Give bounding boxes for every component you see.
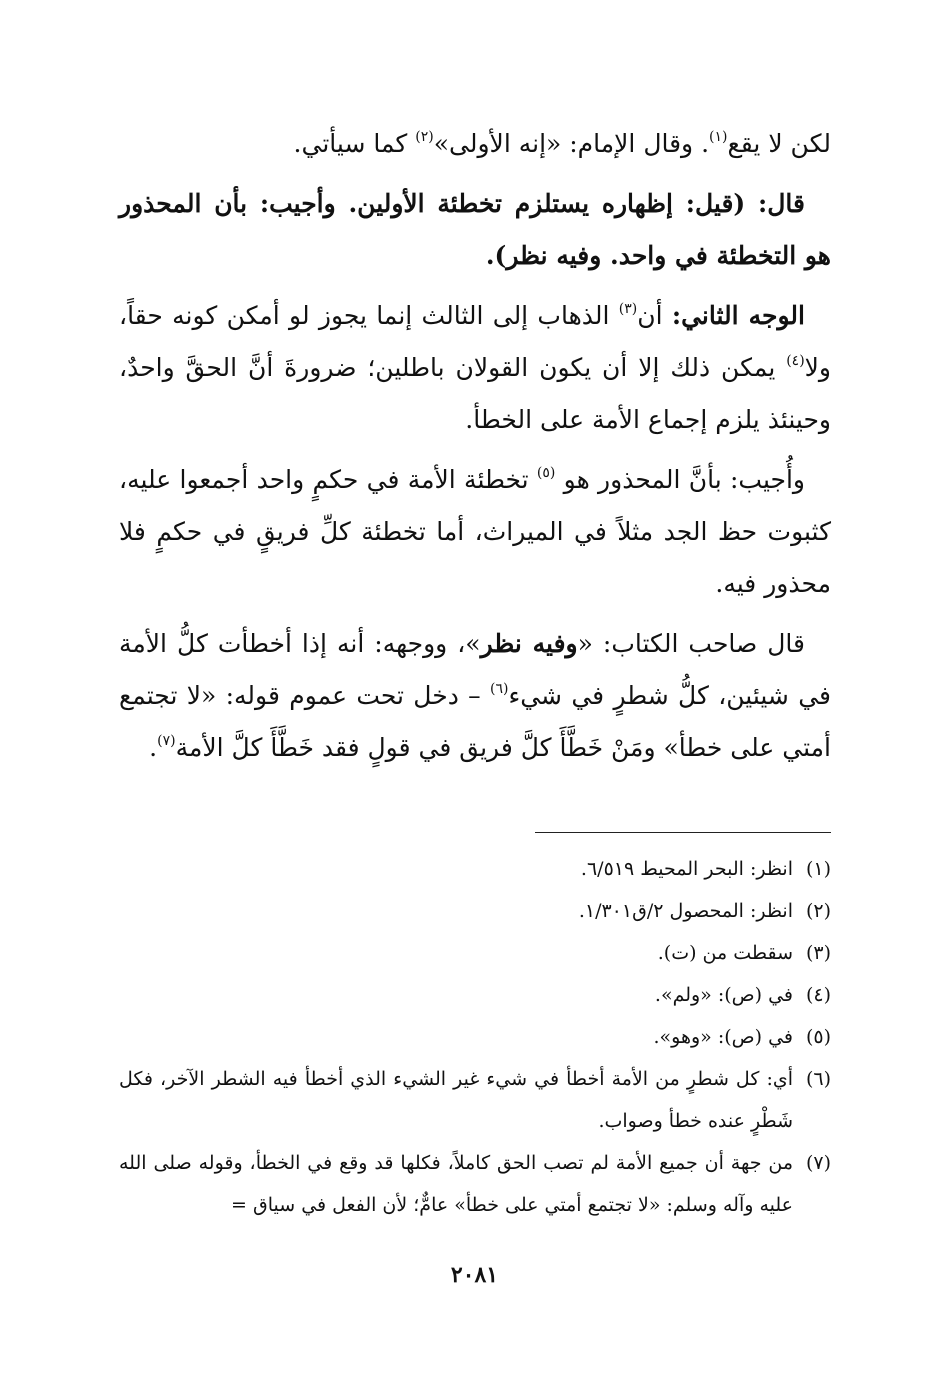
- text-run: وأُجيب: بأنَّ المحذور هو: [555, 465, 805, 494]
- text-run: يمكن ذلك إلا أن يكون القولان باطلين؛ ضرورةَ أنَّ الحقَّ واحدٌ، وحينئذ يلزم إجماع الأمة على الخطأ.: [119, 353, 831, 434]
- page-number: ٢٠٨١: [450, 1262, 499, 1288]
- paragraph-3: [119, 290, 831, 446]
- bold-quote: قال: (قيل: إظهاره يستلزم تخطئة الأولين. وأجيب: بأن المحذور هو التخطئة في واحد. وفيه نظر).: [119, 189, 831, 270]
- footnotes: [119, 848, 831, 1226]
- footnote-ref-1: (١): [709, 129, 728, 145]
- footnote-5: [119, 1016, 831, 1058]
- bold-phrase: وفيه نظر: [480, 629, 578, 658]
- footnote-text: سقطت من (ت).: [657, 942, 793, 964]
- footnote-number: (١): [805, 858, 831, 880]
- text-run: .: [149, 733, 158, 762]
- footnote-2: [119, 890, 831, 932]
- paragraph-2: [119, 178, 831, 282]
- text-run: الذهاب إلى الثالث إنما يجوز لو أمكن كونه حقاً، ولا: [119, 301, 831, 382]
- text-run: »، ووجهه: أنه إذا أخطأت كلُّ الأمة في شيئين، كلُّ شطرٍ في شيء: [119, 629, 831, 710]
- footnote-separator: [535, 832, 831, 833]
- footnote-6: [119, 1058, 831, 1142]
- text-run: . وقال الإمام: «إنه الأولى»: [433, 129, 710, 158]
- footnote-number: (٤): [805, 984, 831, 1006]
- footnote-ref-7: (٧): [157, 733, 176, 749]
- footnote-ref-5: (٥): [536, 465, 556, 481]
- footnote-number: (٥): [805, 1026, 831, 1048]
- footnote-7: [119, 1142, 831, 1226]
- text-run: لكن لا يقع: [727, 129, 831, 158]
- main-text: [119, 118, 831, 782]
- text-run: كما سيأتي.: [293, 129, 416, 158]
- footnote-number: (٧): [805, 1152, 831, 1174]
- footnote-text: انظر: البحر المحيط ٦/٥١٩.: [580, 858, 793, 880]
- footnote-number: (٣): [805, 942, 831, 964]
- text-run: أن: [637, 301, 672, 330]
- footnote-ref-2: (٢): [415, 129, 434, 145]
- text-run: – دخل تحت عموم قوله: «لا تجتمع أمتي على خطأ» ومَنْ خَطَّأَ كلَّ فريق في قولٍ فقد خَطَّأَ كلَّ الأمة: [119, 681, 831, 762]
- text-run: تخطئة الأمة في حكمٍ واحد أجمعوا عليه، كثبوت حظ الجد مثلاً في الميراث، أما تخطئة كلِّ فريقٍ في حكمٍ فلا محذور فيه.: [119, 465, 831, 598]
- footnote-4: [119, 974, 831, 1016]
- footnote-number: (٢): [805, 900, 831, 922]
- footnote-ref-4: (٤): [786, 353, 805, 369]
- footnote-ref-3: (٣): [618, 301, 638, 317]
- footnote-text: أي: كل شطرٍ من الأمة أخطأ في شيء غير الشيء الذي أخطأ فيه الشطر الآخر، فكل شَطْرٍ عنده خطأ وصواب.: [119, 1068, 793, 1132]
- paragraph-5: [119, 618, 831, 774]
- footnote-text: في (ص): «وهو».: [653, 1026, 793, 1048]
- text-run: قال صاحب الكتاب: «: [577, 629, 805, 658]
- paragraph-1: [119, 118, 831, 170]
- footnote-ref-6: (٦): [490, 681, 509, 697]
- footnote-number: (٦): [805, 1068, 831, 1090]
- section-label: الوجه الثاني:: [671, 301, 805, 330]
- footnote-text: انظر: المحصول ٢/ق١/٣٠١.: [578, 900, 793, 922]
- paragraph-4: [119, 454, 831, 610]
- footnote-3: [119, 932, 831, 974]
- footnote-1: [119, 848, 831, 890]
- footnote-text: في (ص): «ولم».: [654, 984, 793, 1006]
- footnote-text: من جهة أن جميع الأمة لم تصب الحق كاملاً، فكلها قد وقع في الخطأ، وقوله صلى الله عليه وآله وسلم: «لا تجتمع أمتي على خطأ» عامٌّ؛ لأن الفعل في سياق =: [119, 1152, 793, 1216]
